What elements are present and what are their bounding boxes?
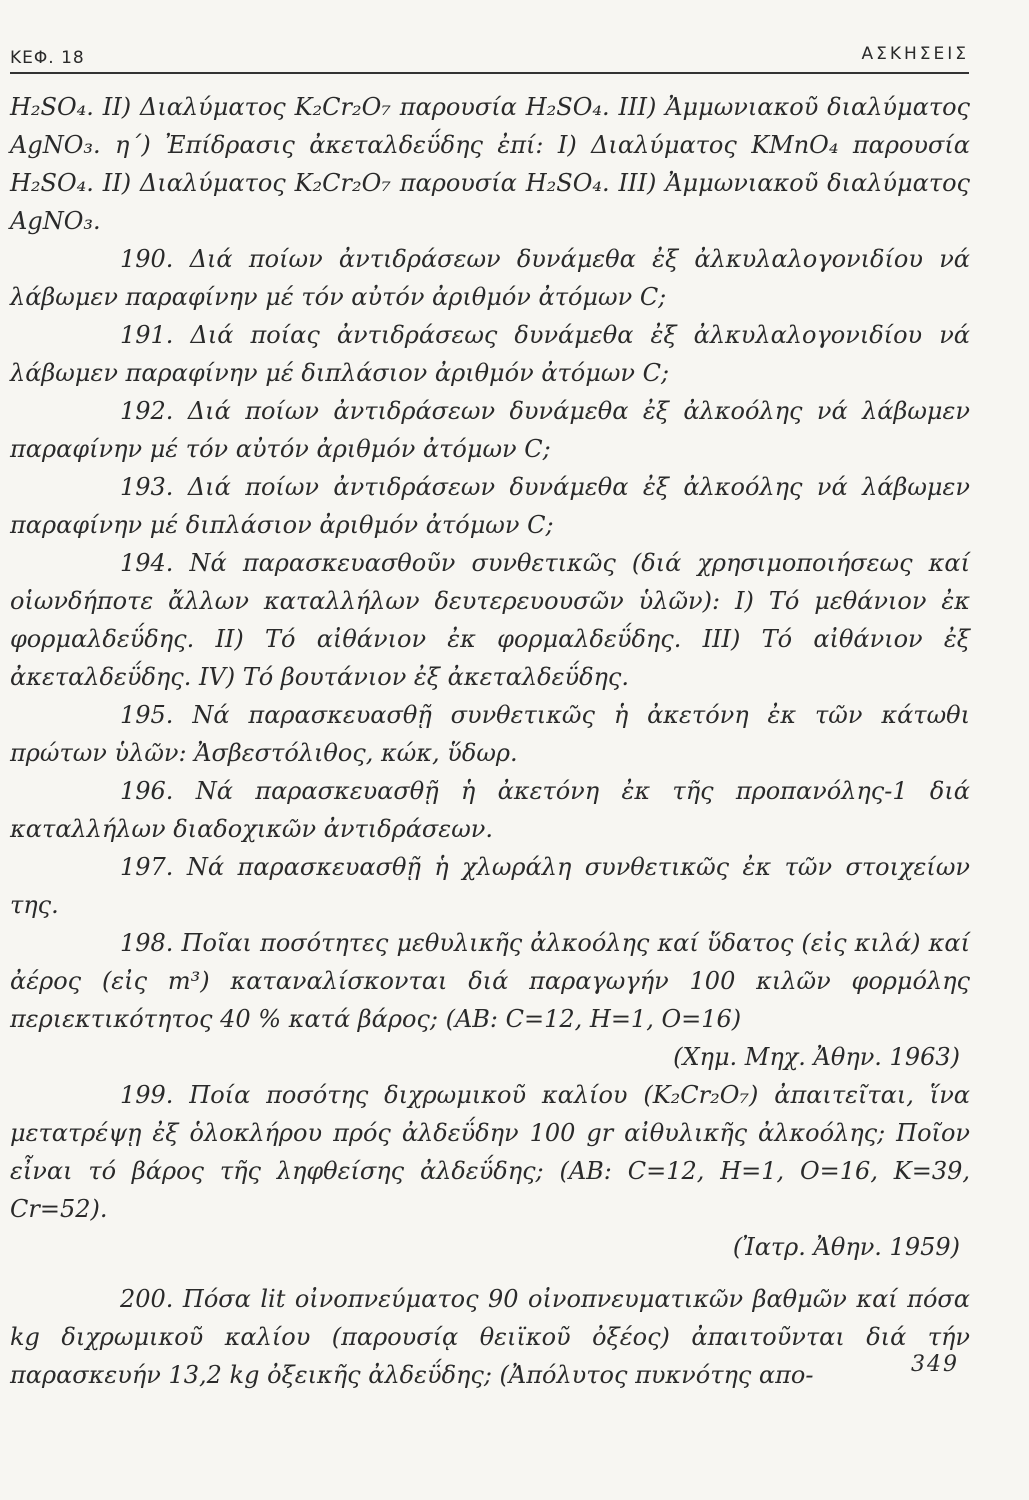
exercise-190	[10, 240, 970, 316]
page-header	[10, 44, 969, 74]
paragraph-text: 199. Ποία ποσότης διχρωμικοῦ καλίου (K₂Cr₂O₇) ἀπαιτεῖται, ἵνα μετατρέψῃ ἐξ ὁλοκλήρου πρός ἀλδεΰδην 100 gr αἰθυλικῆς ἀλκοόλης; Ποῖον εἶναι τό βάρος τῆς ληφθείσης ἀλδεΰδης; (ΑΒ: C=12, H=1, O=16, K=39, Cr=52).	[10, 1081, 970, 1223]
page-number: 349	[911, 1352, 959, 1377]
exercise-197	[10, 848, 970, 924]
section-title: ΑΣΚΗΣΕΙΣ	[861, 44, 969, 64]
exercise-198	[10, 924, 970, 1076]
paragraph-text: 191. Διά ποίας ἀντιδράσεως δυνάμεθα ἐξ ἀλκυλαλογονιδίου νά λάβωμεν παραφίνην μέ διπλάσιον ἀριθμόν ἀτόμων C;	[10, 321, 970, 387]
exercise-192	[10, 392, 970, 468]
exercise-199	[10, 1076, 970, 1266]
exercise-196	[10, 772, 970, 848]
paragraph-text: 197. Νά παρασκευασθῇ ἡ χλωράλη συνθετικῶς ἐκ τῶν στοιχείων της.	[10, 853, 970, 919]
paragraph-text: H₂SO₄. II) Διαλύματος K₂Cr₂O₇ παρουσία H₂SO₄. III) Ἀμμωνιακοῦ διαλύματος AgNO₃. η΄) Ἐπίδρασις ἀκεταλδεΰδης ἐπί: I) Διαλύματος KMnO₄ παρουσία H₂SO₄. II) Διαλύματος K₂Cr₂O₇ παρουσία H₂SO₄. III) Ἀμμωνιακοῦ διαλύματος AgNO₃.	[10, 93, 970, 235]
paragraph-text: 194. Νά παρασκευασθοῦν συνθετικῶς (διά χρησιμοποιήσεως καί οἱωνδήποτε ἄλλων καταλλήλων δευτερευουσῶν ὑλῶν): I) Τό μεθάνιον ἐκ φορμαλδεΰδης. II) Τό αἰθάνιον ἐκ φορμαλδεΰδης. III) Τό αἰθάνιον ἐξ ἀκεταλδεΰδης. IV) Τό βουτάνιον ἐξ ἀκεταλδεΰδης.	[10, 549, 970, 691]
paragraph-text: 193. Διά ποίων ἀντιδράσεων δυνάμεθα ἐξ ἀλκοόλης νά λάβωμεν παραφίνην μέ διπλάσιον ἀριθμόν ἀτόμων C;	[10, 473, 970, 539]
chapter-label: ΚΕΦ. 18	[10, 48, 85, 68]
exam-source: (Ἰατρ. Ἀθην. 1959)	[732, 1233, 960, 1261]
exercise-194	[10, 544, 970, 696]
paragraph-text: 192. Διά ποίων ἀντιδράσεων δυνάμεθα ἐξ ἀλκοόλης νά λάβωμεν παραφίνην μέ τόν αὐτόν ἀριθμόν ἀτόμων C;	[10, 397, 970, 463]
exercise-193	[10, 468, 970, 544]
exercise-191	[10, 316, 970, 392]
paragraph-continuation	[10, 88, 970, 240]
paragraph-text: 196. Νά παρασκευασθῇ ἡ ἀκετόνη ἐκ τῆς προπανόλης-1 διά καταλλήλων διαδοχικῶν ἀντιδράσεων.	[10, 777, 970, 843]
exam-source: (Χημ. Μηχ. Ἀθην. 1963)	[673, 1043, 960, 1071]
paragraph-text: 200. Πόσα lit οἰνοπνεύματος 90 οἰνοπνευματικῶν βαθμῶν καί πόσα kg διχρωμικοῦ καλίου (παρουσίᾳ θειϊκοῦ ὀξέος) ἀπαιτοῦνται διά τήν παρασκευήν 13,2 kg ὀξεικῆς ἀλδεΰδης; (Ἀπόλυτος πυκνότης απο-	[10, 1285, 970, 1389]
exercise-text	[10, 88, 970, 1394]
paragraph-text: 190. Διά ποίων ἀντιδράσεων δυνάμεθα ἐξ ἀλκυλαλογονιδίου νά λάβωμεν παραφίνην μέ τόν αὐτόν ἀριθμόν ἀτόμων C;	[10, 245, 970, 311]
exercise-200	[10, 1280, 970, 1394]
exercise-195	[10, 696, 970, 772]
paragraph-text: 198. Ποῖαι ποσότητες μεθυλικῆς ἀλκοόλης καί ὕδατος (εἰς κιλά) καί ἀέρος (εἰς m³) καταναλίσκονται διά παραγωγήν 100 κιλῶν φορμόλης περιεκτικότητος 40 % κατά βάρος; (ΑΒ: C=12, H=1, O=16)	[10, 929, 970, 1033]
paragraph-text: 195. Νά παρασκευασθῇ συνθετικῶς ἡ ἀκετόνη ἐκ τῶν κάτωθι πρώτων ὑλῶν: Ἀσβεστόλιθος, κώκ, ὕδωρ.	[10, 701, 970, 767]
